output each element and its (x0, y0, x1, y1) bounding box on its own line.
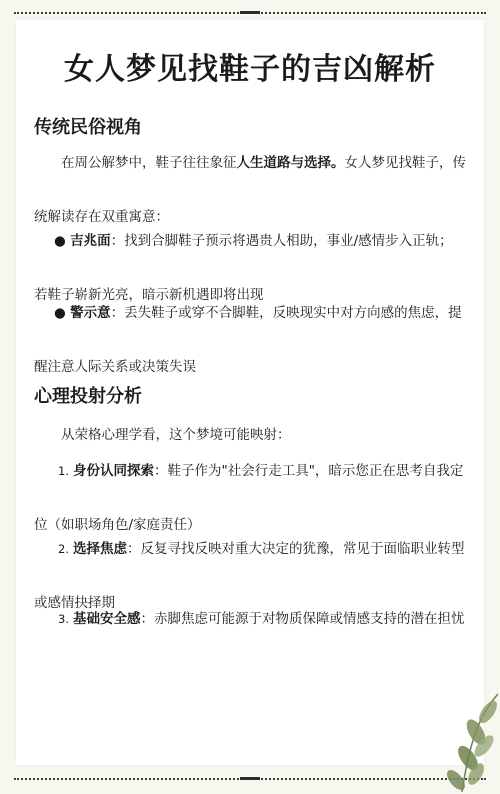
bullet-text: ：丢失鞋子或穿不合脚鞋，反映现实中对方向感的焦虑，提醒注意人际关系或决策失误 (34, 305, 462, 375)
intro-bold: 人生道路与选择。 (236, 155, 345, 171)
list-label: 选择焦虑 (72, 541, 127, 557)
article-card (16, 20, 484, 765)
list-number: 3. (58, 612, 69, 626)
list-label: 基础安全感 (72, 611, 141, 627)
list-item-security (34, 592, 466, 646)
list-text: ：反复寻找反映对重大决定的犹豫，常见于面临职业转型或感情抉择期 (34, 541, 465, 611)
list-number: 1. (58, 464, 69, 478)
leaf-decoration-icon (410, 684, 500, 794)
intro-suffix: 女人梦见找鞋子，传统解读存在双重寓意： (34, 155, 466, 225)
bullet-warning (34, 286, 466, 394)
list-text: ：鞋子作为"社会行走工具"，暗示您正在思考自我定位（如职场角色/家庭责任） (34, 463, 464, 533)
list-text: ：赤脚焦虑可能源于对物质保障或情感支持的潜在担忧 (140, 611, 465, 627)
intro-prefix: 在周公解梦中，鞋子往往象征 (61, 155, 237, 171)
bullet-dot-icon: ● (54, 305, 66, 321)
top-center-dash (240, 11, 260, 14)
page-title: 女人梦见找鞋子的吉凶解析 (64, 52, 436, 87)
intro-text: 从荣格心理学看，这个梦境可能映射： (61, 427, 291, 443)
section-heading-traditional: 传统民俗视角 (34, 117, 142, 138)
list-number: 2. (58, 542, 69, 556)
bullet-label: 警示意 (70, 305, 111, 321)
bullet-label: 吉兆面 (70, 233, 111, 249)
section-heading-psychology: 心理投射分析 (34, 386, 142, 407)
bottom-center-dash (240, 777, 260, 780)
bullet-text: ：找到合脚鞋子预示将遇贵人相助，事业/感情步入正轨；若鞋子崭新光亮，暗示新机遇即将出现 (34, 233, 453, 303)
bullet-dot-icon: ● (54, 233, 66, 249)
list-label: 身份认同探索 (72, 463, 154, 479)
